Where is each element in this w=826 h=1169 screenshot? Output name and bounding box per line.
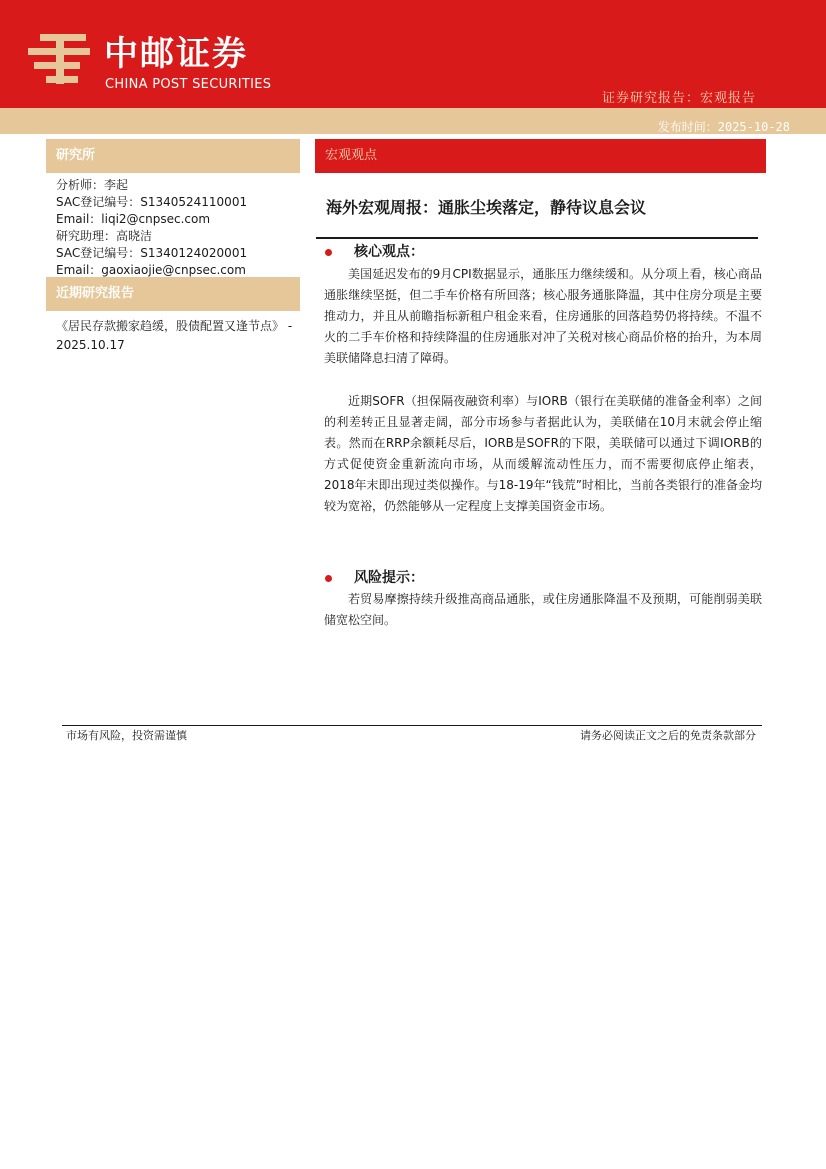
- risk-paragraph: 若贸易摩擦持续升级推高商品通胀，或住房通胀降温不及预期，可能削弱美联储宽松空间。: [324, 592, 762, 627]
- assistant-email: Email：gaoxiaojie@cnpsec.com: [56, 263, 246, 277]
- title-divider: [316, 237, 758, 239]
- analyst-email: Email：liqi2@cnpsec.com: [56, 212, 211, 226]
- institute-label: 研究所: [56, 148, 96, 163]
- risk-bullet-icon: [325, 575, 332, 582]
- institute-section-bar: [46, 139, 300, 173]
- footer-disclaimer-notice: 请务必阅读正文之后的免责条款部分: [580, 729, 756, 742]
- risk-heading: 风险提示：: [354, 570, 424, 586]
- china-post-logo-icon: [26, 30, 96, 88]
- core-bullet-icon: [325, 249, 332, 256]
- core-heading: 核心观点：: [354, 244, 424, 260]
- footer-risk-notice: 市场有风险，投资需谨慎: [66, 729, 187, 742]
- brand-name-en: CHINA POST SECURITIES: [105, 77, 272, 92]
- recent-report-link[interactable]: 《居民存款搬家趋缓，股债配置又逢节点》 - 2025.10.17: [56, 319, 293, 352]
- report-title: 海外宏观周报：通胀尘埃落定，静待议息会议: [326, 198, 647, 217]
- publish-date: 发布时间：2025-10-28: [657, 120, 790, 134]
- analyst-name: 分析师：李起: [56, 178, 129, 192]
- recent-reports-label: 近期研究报告: [56, 286, 135, 301]
- brand-name-cn: 中邮证券: [104, 34, 248, 74]
- analyst-sac-number: SAC登记编号：S1340524110001: [56, 195, 248, 209]
- assistant-sac-number: SAC登记编号：S1340124020001: [56, 246, 248, 260]
- recent-reports-section-bar: [46, 277, 300, 311]
- category-bar: [315, 139, 766, 173]
- analyst-info: [56, 177, 306, 279]
- assistant-name: 研究助理：高晓洁: [56, 229, 153, 243]
- report-type: 证券研究报告：宏观报告: [601, 91, 756, 106]
- core-paragraph-1: 美国延迟发布的9月CPI数据显示，通胀压力继续缓和。从分项上看，核心商品通胀继续坚挺，但二手车价格有所回落；核心服务通胀降温，其中住房分项是主要推动力，并且从前瞻指标新租户租金来看，住房通胀的回落趋势仍将持续。不温不火的二手车价格和持续降温的住房通胀对冲了关税对核心商品价格的抬升，为本周美联储降息扫清了障碍。: [324, 267, 762, 365]
- footer-divider: [62, 725, 762, 726]
- core-paragraph-2: 近期SOFR（担保隔夜融资利率）与IORB（银行在美联储的准备金利率）之间的利差转正且显著走阔，部分市场参与者据此认为，美联储在10月末就会停止缩表。然而在RRP余额耗尽后，IORB是SOFR的下限，美联储可以通过下调IORB的方式促使资金重新流向市场，从而缓解流动性压力，而不需要彻底停止缩表，2018年末即出现过类似操作。与18-19年“钱荒”时相比，当前各类银行的准备金均较为宽裕，仍然能够从一定程度上支撑美国资金市场。: [324, 394, 762, 513]
- category-label: 宏观观点: [325, 148, 378, 163]
